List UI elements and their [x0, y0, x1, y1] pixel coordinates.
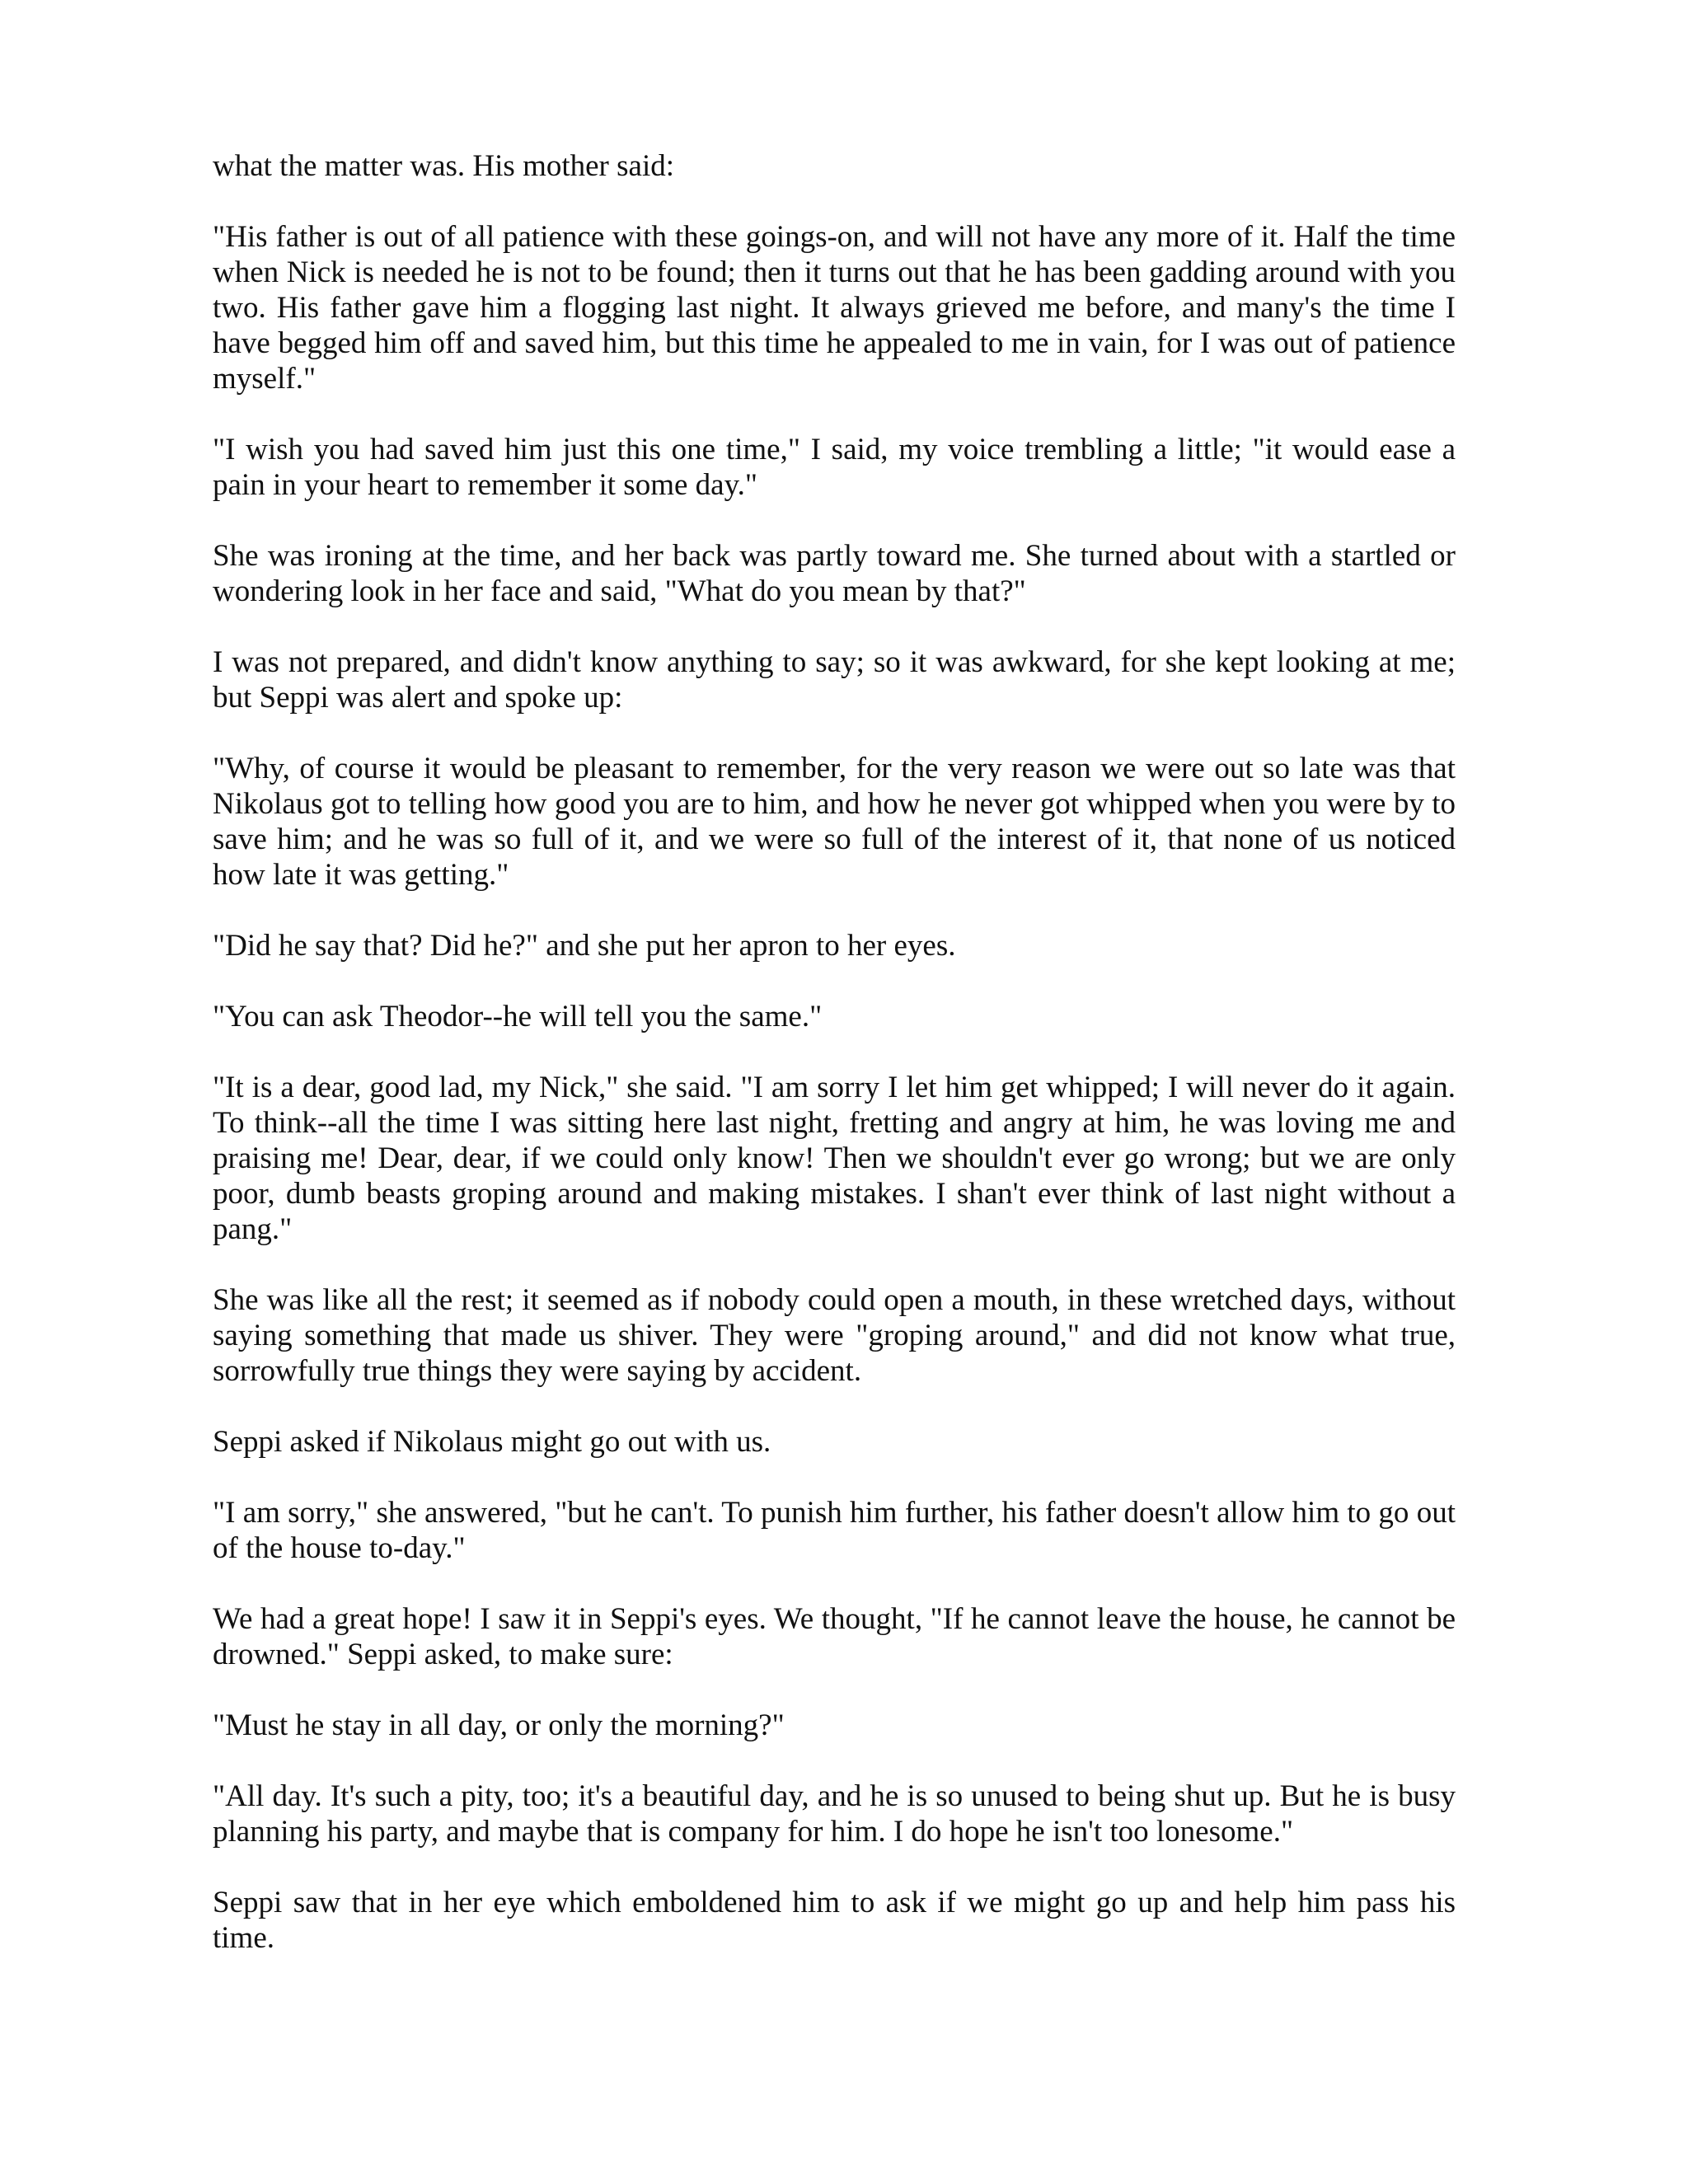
paragraph: "I am sorry," she answered, "but he can't. To punish him further, his father doesn't allow him to go out of the house to-day." — [213, 1496, 1456, 1565]
paragraph: She was like all the rest; it seemed as if nobody could open a mouth, in these wretched days, without saying something that made us shiver. They were "groping around," and did not know what true, sorrowfully true things they were saying by accident. — [213, 1283, 1456, 1388]
paragraph: Seppi asked if Nikolaus might go out with us. — [213, 1425, 771, 1459]
paragraph: "Must he stay in all day, or only the morning?" — [213, 1708, 785, 1742]
paragraph: "You can ask Theodor--he will tell you the same." — [213, 1000, 823, 1033]
paragraph: "Did he say that? Did he?" and she put her apron to her eyes. — [213, 929, 956, 963]
paragraph: She was ironing at the time, and her back was partly toward me. She turned about with a startled or wondering look in her face and said, "What do you mean by that?" — [213, 539, 1456, 608]
paragraph: We had a great hope! I saw it in Seppi's eyes. We thought, "If he cannot leave the house, he cannot be drowned." Seppi asked, to make sure: — [213, 1602, 1456, 1671]
paragraph: "It is a dear, good lad, my Nick," she said. "I am sorry I let him get whipped; I will never do it again. To think--all the time I was sitting here last night, fretting and angry at him, he was loving me and praising me! Dear, dear, if we could only know! Then we shouldn't ever go wrong; but we are only poor, dumb beasts groping around and making mistakes. I shan't ever think of last night without a pang." — [213, 1071, 1456, 1246]
paragraph: "His father is out of all patience with these goings-on, and will not have any more of it. Half the time when Nick is needed he is not to be found; then it turns out that he has been gadding around with you two. His father gave him a flogging last night. It always grieved me before, and many's the time I have begged him off and saved him, but this time he appealed to me in vain, for I was out of patience myself." — [213, 220, 1456, 396]
paragraph: "I wish you had saved him just this one time," I said, my voice trembling a little; "it would ease a pain in your heart to remember it some day." — [213, 433, 1456, 502]
paragraph: Seppi saw that in her eye which emboldened him to ask if we might go up and help him pass his time. — [213, 1886, 1456, 1955]
paragraph: "Why, of course it would be pleasant to remember, for the very reason we were out so late was that Nikolaus got to telling how good you are to him, and how he never got whipped when you were by to save him; and he was so full of it, and we were so full of the interest of it, that none of us noticed how late it was getting." — [213, 752, 1456, 892]
paragraph: what the matter was. His mother said: — [213, 149, 675, 183]
paragraph: "All day. It's such a pity, too; it's a beautiful day, and he is so unused to being shut up. But he is busy planning his party, and maybe that is company for him. I do hope he isn't too lonesome." — [213, 1779, 1456, 1849]
paragraph: I was not prepared, and didn't know anything to say; so it was awkward, for she kept looking at me; but Seppi was alert and spoke up: — [213, 645, 1456, 715]
document-page — [213, 148, 1456, 1956]
